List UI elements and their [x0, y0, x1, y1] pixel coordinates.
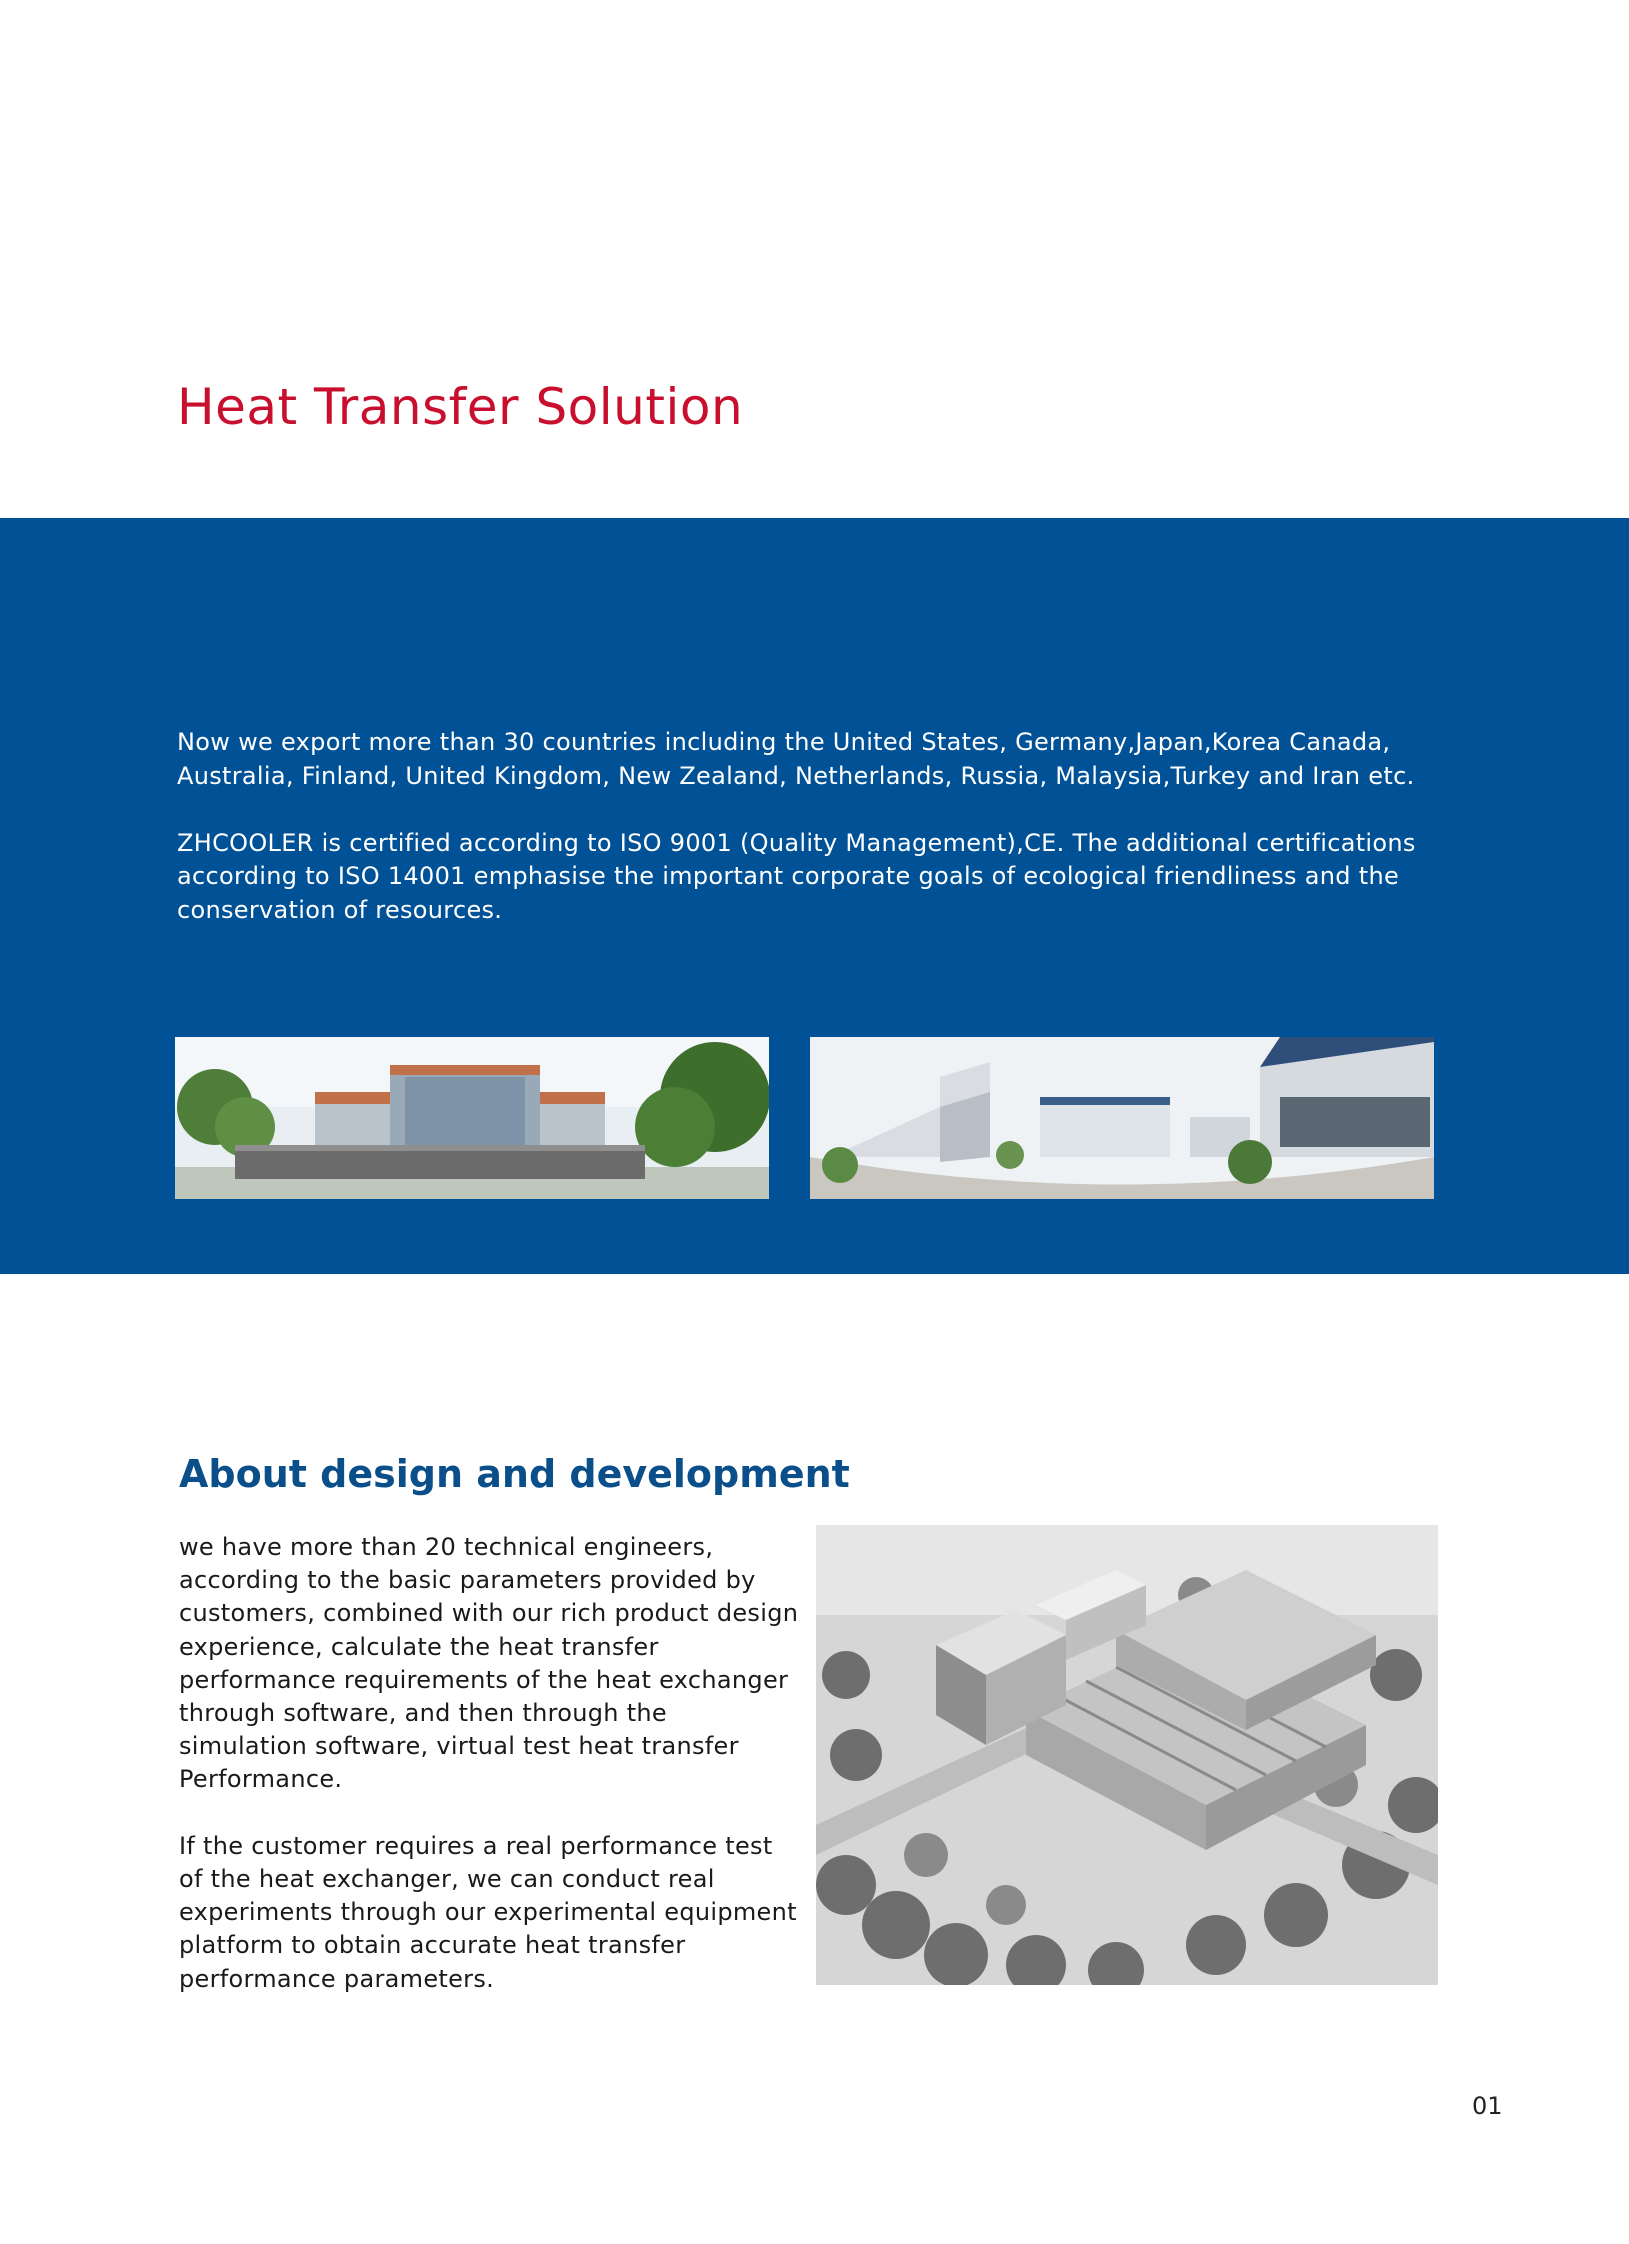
- export-info-text: [177, 726, 1497, 961]
- page-number: 01: [1472, 2092, 1503, 2120]
- page-title: Heat Transfer Solution: [177, 378, 744, 436]
- design-description: [179, 1531, 799, 2029]
- factory-panorama-photo: [810, 1037, 1434, 1199]
- performance-test-paragraph: If the customer requires a real performance test of the heat exchanger, we can conduct real experiments through our experimental equipment platform to obtain accurate heat transfer performance parameters.: [179, 1831, 797, 1993]
- office-building-photo: [175, 1037, 769, 1199]
- factory-aerial-render: [816, 1525, 1438, 1985]
- design-section-heading: About design and development: [179, 1452, 850, 1496]
- certification-paragraph: ZHCOOLER is certified according to ISO 9001 (Quality Management),CE. The additional certifications according to ISO 14001 emphasise the important corporate goals of ecological friendliness and the conservation of resources.: [177, 828, 1416, 924]
- engineers-paragraph: we have more than 20 technical engineers, according to the basic parameters provided by customers, combined with our rich product design experience, calculate the heat transfer performance requirements of the heat exchanger through software, and then through the simulation software, virtual test heat transfer Performance.: [179, 1533, 799, 1794]
- export-countries-paragraph: Now we export more than 30 countries including the United States, Germany,Japan,Korea Canada, Australia, Finland, United Kingdom, New Zealand, Netherlands, Russia, Malaysia,Turkey and Iran etc.: [177, 728, 1415, 790]
